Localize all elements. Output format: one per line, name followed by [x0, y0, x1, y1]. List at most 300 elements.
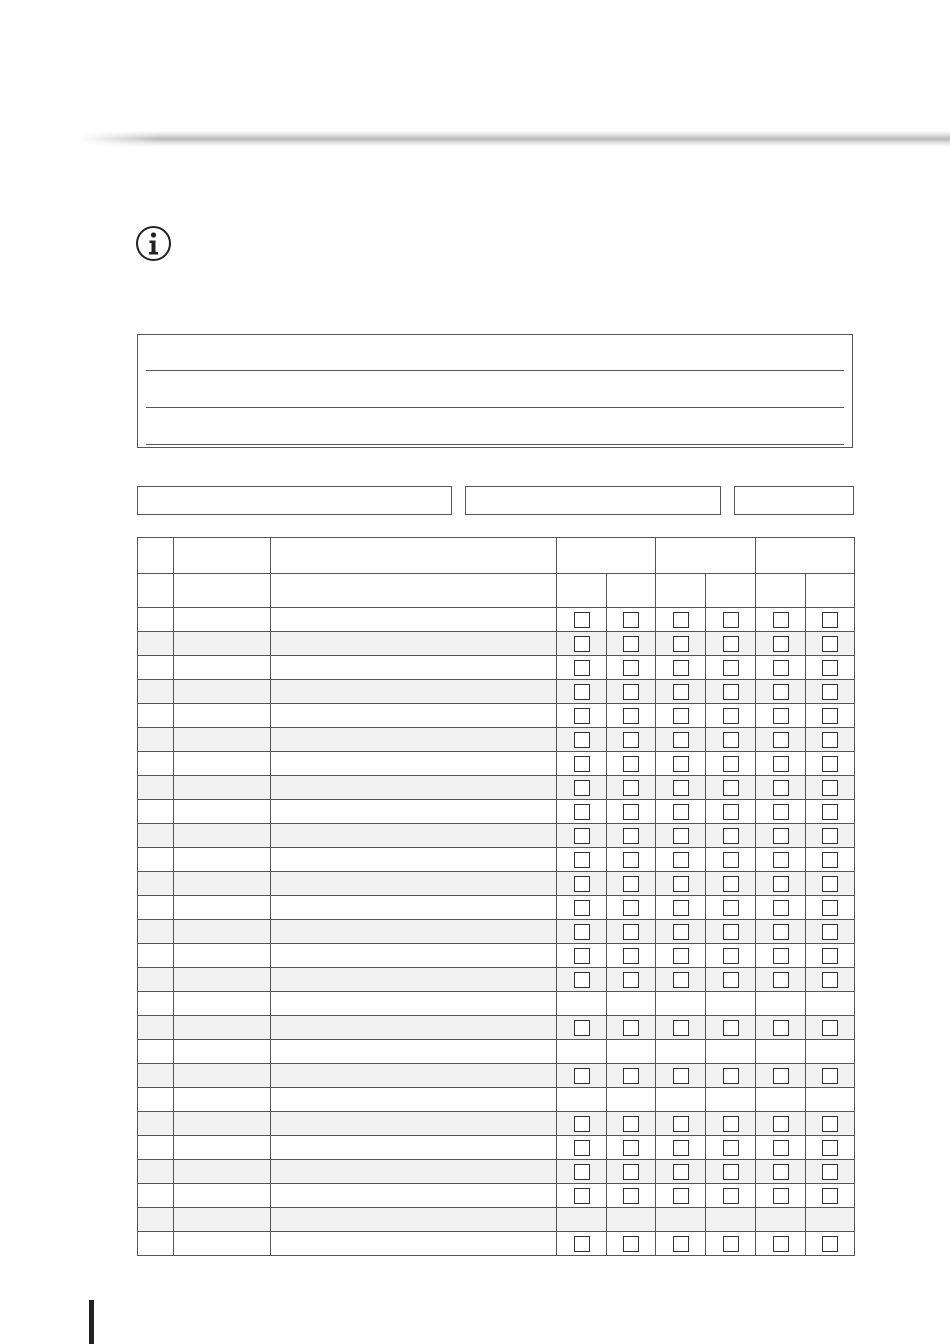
row-item-cell	[174, 848, 271, 872]
checkbox-icon[interactable]	[822, 1188, 838, 1204]
checkbox-icon[interactable]	[822, 684, 838, 700]
checkbox-icon[interactable]	[574, 1188, 590, 1204]
checkbox-cell	[706, 1184, 756, 1208]
checkbox-cell	[756, 1088, 806, 1112]
checkbox-cell	[706, 896, 756, 920]
checkbox-cell	[756, 896, 806, 920]
checkbox-icon[interactable]	[623, 1164, 639, 1180]
checkbox-cell	[656, 1088, 706, 1112]
checkbox-cell	[656, 992, 706, 1016]
checkbox-cell	[806, 752, 855, 776]
checkbox-cell	[557, 656, 607, 680]
checkbox-icon[interactable]	[623, 1188, 639, 1204]
checkbox-cell	[557, 728, 607, 752]
checkbox-icon[interactable]	[673, 708, 689, 724]
checkbox-icon[interactable]	[623, 972, 639, 988]
checkbox-icon[interactable]	[623, 1116, 639, 1132]
row-number-cell	[138, 1040, 174, 1064]
checkbox-cell	[806, 848, 855, 872]
row-number-cell	[138, 728, 174, 752]
row-description-cell	[271, 896, 557, 920]
checkbox-icon[interactable]	[673, 924, 689, 940]
checkbox-cell	[607, 992, 656, 1016]
checkbox-cell	[656, 848, 706, 872]
checkbox-icon[interactable]	[822, 1140, 838, 1156]
checkbox-cell	[706, 1088, 756, 1112]
checkbox-cell	[706, 968, 756, 992]
row-item-cell	[174, 824, 271, 848]
checkbox-cell	[607, 1232, 656, 1256]
checkbox-cell	[656, 752, 706, 776]
field-left[interactable]	[137, 486, 452, 515]
checkbox-cell	[656, 1208, 706, 1232]
sub-column-6	[806, 574, 855, 608]
checkbox-icon[interactable]	[673, 1116, 689, 1132]
row-item-cell	[174, 728, 271, 752]
checkbox-icon[interactable]	[623, 876, 639, 892]
checkbox-icon[interactable]	[574, 1020, 590, 1036]
checkbox-cell	[557, 776, 607, 800]
header-cell-description	[271, 538, 557, 574]
checkbox-icon[interactable]	[773, 1116, 789, 1132]
row-item-cell	[174, 944, 271, 968]
checkbox-icon[interactable]	[773, 924, 789, 940]
checkbox-cell	[607, 680, 656, 704]
row-description-cell	[271, 800, 557, 824]
checkbox-cell	[557, 1232, 607, 1256]
checkbox-cell	[607, 656, 656, 680]
checkbox-icon[interactable]	[673, 900, 689, 916]
checkbox-cell	[756, 656, 806, 680]
row-number-cell	[138, 1184, 174, 1208]
checkbox-icon[interactable]	[773, 876, 789, 892]
row-number-cell	[138, 1064, 174, 1088]
table-row	[138, 920, 855, 944]
checkbox-cell	[557, 1208, 607, 1232]
checkbox-cell	[706, 656, 756, 680]
checkbox-icon[interactable]	[574, 900, 590, 916]
checkbox-icon[interactable]	[723, 612, 739, 628]
checkbox-icon[interactable]	[822, 1116, 838, 1132]
checkbox-icon[interactable]	[723, 660, 739, 676]
row-description-cell	[271, 944, 557, 968]
checkbox-cell	[756, 1208, 806, 1232]
checkbox-cell	[756, 872, 806, 896]
checkbox-icon[interactable]	[673, 1164, 689, 1180]
checkbox-icon[interactable]	[822, 804, 838, 820]
row-number-cell	[138, 608, 174, 632]
row-description-cell	[271, 752, 557, 776]
table-row	[138, 1160, 855, 1184]
checkbox-cell	[656, 800, 706, 824]
checkbox-cell	[607, 800, 656, 824]
checkbox-cell	[706, 608, 756, 632]
checkbox-cell	[756, 920, 806, 944]
checkbox-icon[interactable]	[623, 684, 639, 700]
checkbox-icon[interactable]	[673, 948, 689, 964]
row-description-cell	[271, 992, 557, 1016]
checkbox-cell	[756, 968, 806, 992]
checkbox-icon[interactable]	[673, 828, 689, 844]
checkbox-cell	[607, 632, 656, 656]
checkbox-icon[interactable]	[723, 780, 739, 796]
checkbox-icon[interactable]	[773, 900, 789, 916]
row-description-cell	[271, 728, 557, 752]
row-item-cell	[174, 920, 271, 944]
checkbox-icon[interactable]	[623, 1068, 639, 1084]
checkbox-cell	[806, 872, 855, 896]
checkbox-icon[interactable]	[623, 900, 639, 916]
table-row	[138, 1064, 855, 1088]
checkbox-icon[interactable]	[673, 1020, 689, 1036]
row-item-cell	[174, 800, 271, 824]
checkbox-cell	[557, 704, 607, 728]
checkbox-cell	[656, 1136, 706, 1160]
checkbox-icon[interactable]	[623, 660, 639, 676]
checkbox-icon[interactable]	[773, 1188, 789, 1204]
checkbox-icon[interactable]	[623, 636, 639, 652]
checkbox-icon[interactable]	[773, 756, 789, 772]
row-number-cell	[138, 776, 174, 800]
checkbox-cell	[806, 944, 855, 968]
checkbox-icon[interactable]	[773, 1068, 789, 1084]
checkbox-icon[interactable]	[822, 756, 838, 772]
row-description-cell	[271, 872, 557, 896]
checkbox-icon[interactable]	[723, 1140, 739, 1156]
checkbox-cell	[607, 1160, 656, 1184]
field-right[interactable]	[734, 486, 854, 515]
checkbox-cell	[607, 1040, 656, 1064]
note-line-3[interactable]	[146, 444, 844, 445]
checkbox-icon[interactable]	[822, 876, 838, 892]
checkbox-icon[interactable]	[773, 1236, 789, 1252]
field-middle[interactable]	[465, 486, 721, 515]
checkbox-icon[interactable]	[723, 900, 739, 916]
checkbox-icon[interactable]	[574, 1116, 590, 1132]
checkbox-cell	[557, 1088, 607, 1112]
checkbox-cell	[607, 1016, 656, 1040]
checkbox-icon[interactable]	[723, 1164, 739, 1180]
checkbox-icon[interactable]	[673, 684, 689, 700]
checkbox-icon[interactable]	[574, 780, 590, 796]
checkbox-cell	[706, 824, 756, 848]
checkbox-icon[interactable]	[822, 780, 838, 796]
checkbox-icon[interactable]	[773, 636, 789, 652]
checkbox-icon[interactable]	[623, 756, 639, 772]
checkbox-icon[interactable]	[822, 660, 838, 676]
checkbox-icon[interactable]	[723, 924, 739, 940]
checkbox-icon[interactable]	[773, 660, 789, 676]
checkbox-cell	[656, 872, 706, 896]
checkbox-icon[interactable]	[623, 780, 639, 796]
checkbox-icon[interactable]	[723, 756, 739, 772]
checkbox-icon[interactable]	[673, 756, 689, 772]
checkbox-cell	[706, 992, 756, 1016]
checkbox-cell	[557, 1064, 607, 1088]
checkbox-icon[interactable]	[822, 732, 838, 748]
checkbox-icon[interactable]	[673, 732, 689, 748]
checkbox-icon[interactable]	[723, 1188, 739, 1204]
checkbox-cell	[557, 968, 607, 992]
checkbox-icon[interactable]	[723, 1236, 739, 1252]
checkbox-cell	[656, 920, 706, 944]
checkbox-cell	[607, 608, 656, 632]
checkbox-icon[interactable]	[723, 876, 739, 892]
checkbox-icon[interactable]	[623, 708, 639, 724]
checkbox-cell	[656, 632, 706, 656]
checkbox-icon[interactable]	[574, 708, 590, 724]
checkbox-icon[interactable]	[574, 852, 590, 868]
checkbox-icon[interactable]	[623, 732, 639, 748]
row-description-cell	[271, 704, 557, 728]
checkbox-cell	[557, 680, 607, 704]
checkbox-icon[interactable]	[673, 852, 689, 868]
row-description-cell	[271, 1136, 557, 1160]
checkbox-icon[interactable]	[822, 948, 838, 964]
checkbox-icon[interactable]	[673, 636, 689, 652]
row-number-cell	[138, 1136, 174, 1160]
checkbox-cell	[806, 920, 855, 944]
checkbox-icon[interactable]	[773, 828, 789, 844]
row-item-cell	[174, 1184, 271, 1208]
checkbox-icon[interactable]	[673, 1188, 689, 1204]
checkbox-icon[interactable]	[773, 1020, 789, 1036]
checkbox-cell	[656, 896, 706, 920]
checkbox-cell	[806, 824, 855, 848]
checkbox-cell	[607, 944, 656, 968]
sub-column-5	[756, 574, 806, 608]
checkbox-icon[interactable]	[723, 804, 739, 820]
checkbox-icon[interactable]	[673, 876, 689, 892]
checkbox-icon[interactable]	[723, 1020, 739, 1036]
checkbox-icon[interactable]	[822, 852, 838, 868]
checkbox-icon[interactable]	[673, 612, 689, 628]
table-row	[138, 896, 855, 920]
checkbox-icon[interactable]	[623, 924, 639, 940]
row-description-cell	[271, 632, 557, 656]
checkbox-icon[interactable]	[723, 708, 739, 724]
checkbox-icon[interactable]	[773, 948, 789, 964]
row-description-cell	[271, 848, 557, 872]
checkbox-cell	[806, 1064, 855, 1088]
checkbox-cell	[806, 1160, 855, 1184]
checkbox-icon[interactable]	[723, 732, 739, 748]
note-line-2[interactable]	[146, 407, 844, 408]
checkbox-icon[interactable]	[822, 972, 838, 988]
row-description-cell	[271, 1016, 557, 1040]
checkbox-cell	[706, 1064, 756, 1088]
checkbox-icon[interactable]	[822, 828, 838, 844]
checkbox-icon[interactable]	[673, 972, 689, 988]
checkbox-icon[interactable]	[673, 660, 689, 676]
checkbox-icon[interactable]	[773, 780, 789, 796]
checkbox-icon[interactable]	[773, 612, 789, 628]
checkbox-icon[interactable]	[723, 1068, 739, 1084]
checkbox-icon[interactable]	[623, 852, 639, 868]
checkbox-cell	[806, 896, 855, 920]
checkbox-icon[interactable]	[723, 636, 739, 652]
checkbox-icon[interactable]	[574, 636, 590, 652]
table-row	[138, 608, 855, 632]
row-number-cell	[138, 992, 174, 1016]
checkbox-cell	[806, 1136, 855, 1160]
checkbox-icon[interactable]	[723, 972, 739, 988]
checkbox-cell	[806, 704, 855, 728]
checkbox-icon[interactable]	[574, 828, 590, 844]
checkbox-icon[interactable]	[773, 804, 789, 820]
checkbox-icon[interactable]	[773, 852, 789, 868]
checkbox-cell	[806, 1184, 855, 1208]
checkbox-icon[interactable]	[822, 1236, 838, 1252]
table-row	[138, 1088, 855, 1112]
checkbox-cell	[607, 1136, 656, 1160]
checkbox-icon[interactable]	[673, 1140, 689, 1156]
checkbox-cell	[557, 1160, 607, 1184]
checkbox-icon[interactable]	[673, 780, 689, 796]
checkbox-cell	[706, 776, 756, 800]
table-row	[138, 704, 855, 728]
row-item-cell	[174, 704, 271, 728]
checkbox-cell	[706, 704, 756, 728]
notes-box[interactable]	[137, 334, 853, 448]
table-row	[138, 1112, 855, 1136]
checkbox-icon[interactable]	[773, 972, 789, 988]
row-item-cell	[174, 1160, 271, 1184]
row-description-cell	[271, 920, 557, 944]
table-row	[138, 1040, 855, 1064]
checkbox-cell	[557, 848, 607, 872]
row-number-cell	[138, 920, 174, 944]
checkbox-icon[interactable]	[822, 612, 838, 628]
sub-column-4	[706, 574, 756, 608]
checkbox-icon[interactable]	[623, 1140, 639, 1156]
table-row	[138, 752, 855, 776]
checkbox-icon[interactable]	[723, 1116, 739, 1132]
table-row	[138, 776, 855, 800]
checkbox-cell	[806, 968, 855, 992]
checkbox-icon[interactable]	[623, 1236, 639, 1252]
checkbox-icon[interactable]	[574, 756, 590, 772]
checkbox-icon[interactable]	[723, 852, 739, 868]
checkbox-icon[interactable]	[723, 684, 739, 700]
row-number-cell	[138, 848, 174, 872]
checkbox-icon[interactable]	[822, 1020, 838, 1036]
checkbox-icon[interactable]	[623, 1020, 639, 1036]
checkbox-icon[interactable]	[574, 660, 590, 676]
checkbox-icon[interactable]	[574, 1140, 590, 1156]
checkbox-cell	[706, 680, 756, 704]
checkbox-icon[interactable]	[574, 1164, 590, 1180]
checkbox-cell	[756, 944, 806, 968]
checkbox-icon[interactable]	[574, 972, 590, 988]
checkbox-icon[interactable]	[673, 1068, 689, 1084]
checkbox-icon[interactable]	[574, 924, 590, 940]
checkbox-icon[interactable]	[723, 948, 739, 964]
checkbox-cell	[806, 1088, 855, 1112]
checkbox-icon[interactable]	[822, 1164, 838, 1180]
checkbox-cell	[656, 728, 706, 752]
checkbox-icon[interactable]	[673, 804, 689, 820]
checkbox-cell	[806, 1208, 855, 1232]
row-item-cell	[174, 1208, 271, 1232]
checkbox-cell	[806, 992, 855, 1016]
row-description-cell	[271, 824, 557, 848]
row-item-cell	[174, 776, 271, 800]
row-item-cell	[174, 608, 271, 632]
checkbox-cell	[756, 632, 806, 656]
row-item-cell	[174, 992, 271, 1016]
checkbox-icon[interactable]	[822, 708, 838, 724]
checkbox-icon[interactable]	[623, 948, 639, 964]
checkbox-icon[interactable]	[773, 732, 789, 748]
checkbox-cell	[557, 800, 607, 824]
table-row	[138, 1208, 855, 1232]
table-row	[138, 824, 855, 848]
header-cell-item	[174, 538, 271, 574]
row-description-cell	[271, 1184, 557, 1208]
checkbox-icon[interactable]	[773, 1140, 789, 1156]
checkbox-icon[interactable]	[574, 1068, 590, 1084]
checkbox-icon[interactable]	[574, 612, 590, 628]
checkbox-cell	[806, 1112, 855, 1136]
checkbox-icon[interactable]	[574, 876, 590, 892]
subheader-cell-description	[271, 574, 557, 608]
checkbox-icon[interactable]	[673, 1236, 689, 1252]
table-row	[138, 1232, 855, 1256]
checkbox-icon[interactable]	[574, 1236, 590, 1252]
row-number-cell	[138, 1232, 174, 1256]
checkbox-icon[interactable]	[574, 804, 590, 820]
checkbox-cell	[656, 1184, 706, 1208]
checkbox-cell	[806, 776, 855, 800]
checkbox-icon[interactable]	[574, 684, 590, 700]
checkbox-cell	[557, 944, 607, 968]
row-description-cell	[271, 1112, 557, 1136]
sub-column-3	[656, 574, 706, 608]
header-row-subcolumns	[138, 574, 855, 608]
checkbox-cell	[607, 752, 656, 776]
checkbox-icon[interactable]	[623, 804, 639, 820]
checkbox-cell	[656, 824, 706, 848]
checkbox-cell	[607, 848, 656, 872]
row-item-cell	[174, 680, 271, 704]
row-number-cell	[138, 824, 174, 848]
checkbox-cell	[706, 1016, 756, 1040]
checkbox-icon[interactable]	[822, 636, 838, 652]
checkbox-icon[interactable]	[723, 828, 739, 844]
note-line-1[interactable]	[146, 370, 844, 371]
checkbox-icon[interactable]	[822, 1068, 838, 1084]
table-row	[138, 632, 855, 656]
checkbox-icon[interactable]	[822, 900, 838, 916]
table-row	[138, 1136, 855, 1160]
checkbox-icon[interactable]	[822, 924, 838, 940]
checkbox-icon[interactable]	[773, 684, 789, 700]
checkbox-cell	[607, 968, 656, 992]
row-number-cell	[138, 872, 174, 896]
checkbox-cell	[706, 1208, 756, 1232]
checkbox-icon[interactable]	[574, 948, 590, 964]
checkbox-icon[interactable]	[773, 708, 789, 724]
row-number-cell	[138, 944, 174, 968]
checkbox-icon[interactable]	[623, 828, 639, 844]
checkbox-icon[interactable]	[773, 1164, 789, 1180]
checkbox-icon[interactable]	[623, 612, 639, 628]
checkbox-icon[interactable]	[574, 732, 590, 748]
checkbox-cell	[607, 1088, 656, 1112]
checkbox-cell	[756, 704, 806, 728]
checkbox-cell	[756, 1160, 806, 1184]
